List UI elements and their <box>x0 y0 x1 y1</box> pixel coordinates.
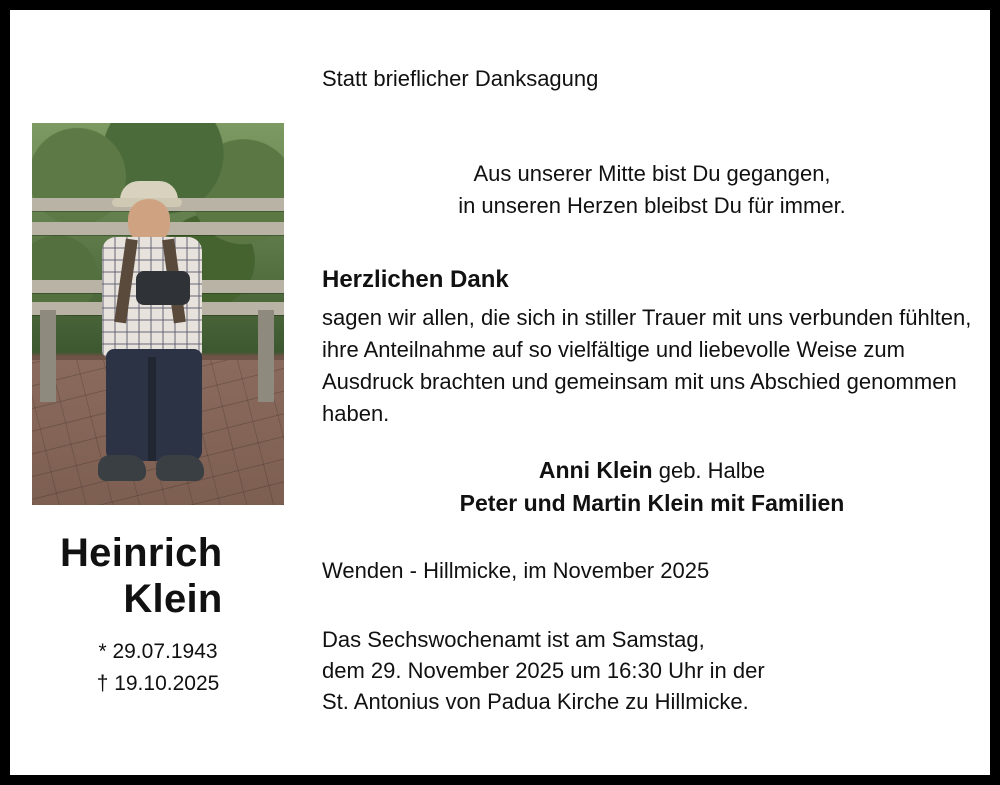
service-line-1: Das Sechswochenamt ist am Samstag, <box>322 627 705 652</box>
bench-leg <box>40 310 56 402</box>
shoe <box>156 455 204 481</box>
place-and-date: Wenden - Hillmicke, im November 2025 <box>322 558 710 583</box>
signer-row-1 <box>322 454 982 487</box>
thanks-body: sagen wir allen, die sich in stiller Trauer mit uns verbunden fühlten, ihre Anteilnahme auf so vielfältige und liebevolle Weise zum Ausdruck brachten und gemeinsam mit uns Abschied genommen haben. <box>322 305 972 426</box>
portrait-photo <box>32 123 284 505</box>
thanks-title: Herzlichen Dank <box>322 266 509 293</box>
shoe <box>98 455 146 481</box>
signer-primary-name: Anni Klein <box>538 457 653 483</box>
deceased-dates <box>32 636 284 700</box>
signer-row-2: Peter und Martin Klein mit Familien <box>459 490 845 516</box>
bench-leg <box>258 310 274 402</box>
birth-date: * 29.07.1943 <box>98 640 218 663</box>
service-line-3: St. Antonius von Padua Kirche zu Hillmicke. <box>322 689 749 714</box>
trousers <box>106 349 202 461</box>
memorial-verse <box>322 158 982 222</box>
memorial-service-note <box>322 624 990 717</box>
deceased-name-block <box>32 530 284 700</box>
signers-block <box>322 454 982 520</box>
verse-line-1: Aus unserer Mitte bist Du gegangen, <box>473 161 831 186</box>
card-inner <box>10 10 990 775</box>
photo-background <box>32 123 284 505</box>
deceased-first-name: Heinrich <box>60 531 223 575</box>
service-line-2: dem 29. November 2025 um 16:30 Uhr in der <box>322 658 765 683</box>
seated-man <box>94 181 212 505</box>
death-date: † 19.10.2025 <box>96 672 220 695</box>
bag <box>136 271 190 305</box>
signer-primary-suffix: geb. Halbe <box>658 458 766 483</box>
card-heading: Statt brieflicher Danksagung <box>322 66 599 91</box>
verse-line-2: in unseren Herzen bleibst Du für immer. <box>458 193 846 218</box>
deceased-last-name: Klein <box>123 577 223 621</box>
